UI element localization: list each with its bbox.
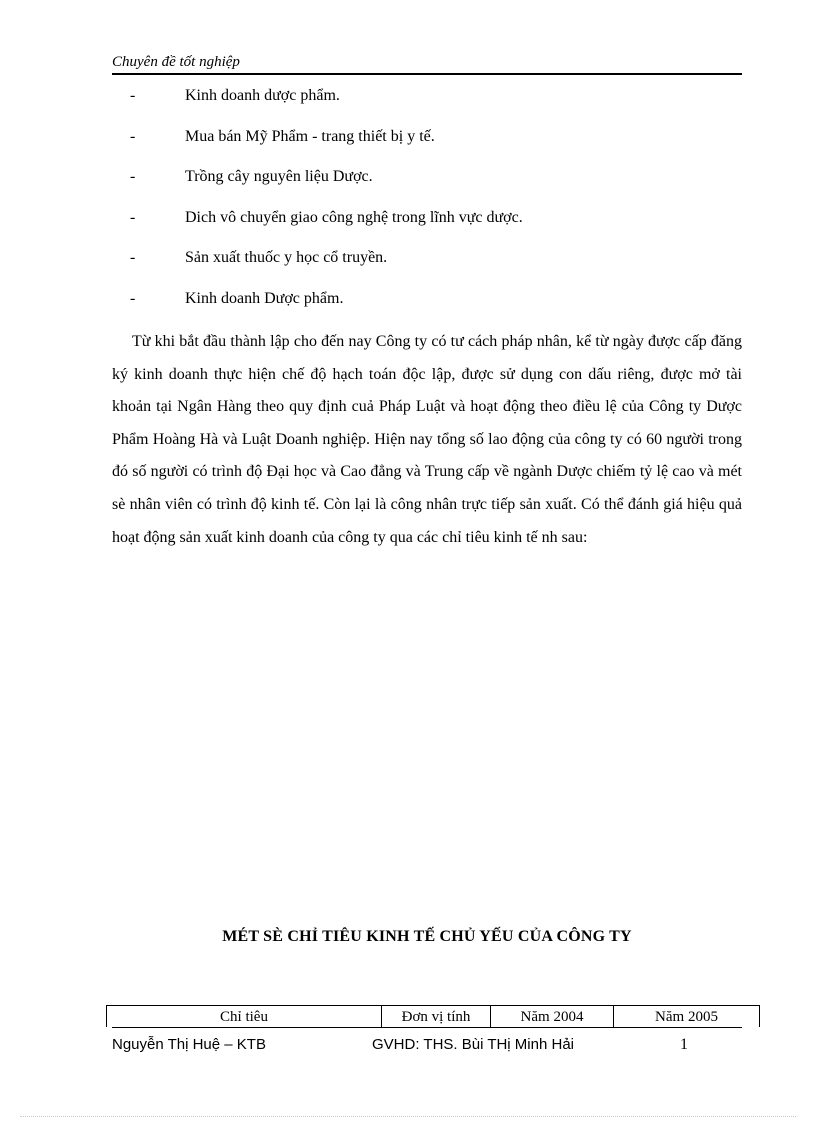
bullet-dash: - [130, 87, 136, 104]
list-item [112, 125, 742, 166]
list-item [112, 84, 742, 125]
bullet-dash: - [130, 208, 136, 226]
section-title: MÉT SÈ CHỈ TIÊU KINH TẾ CHỦ YẾU CỦA CÔNG TY [222, 928, 632, 945]
bullet-dash: - [130, 127, 136, 145]
list-item-text: Mua bán Mỹ Phẩm - trang thiết bị y tế. [185, 127, 435, 145]
business-activities-list [112, 84, 742, 327]
column-header-indicator: Chỉ tiêu [107, 1006, 382, 1027]
list-item [112, 287, 742, 328]
bullet-dash: - [130, 168, 136, 185]
bullet-dash: - [130, 289, 136, 307]
company-overview-paragraph: Từ khi bắt đầu thành lập cho đến nay Công ty có tư cách pháp nhân, kể từ ngày được cấp đăng ký kinh doanh thực hiện chế độ hạch toán độc lập, được sử dụng con dấu riêng, được mở tài khoản tại Ngân Hàng theo quy định cuả Pháp Luật và hoạt động theo điều lệ của Công ty Dược Phẩm Hoàng Hà và Luật Doanh nghiệp. Hiện nay tổng số lao động của công ty có 60 người trong đó số người có trình độ Đại học và Cao đẳng và Trung cấp về ngành Dược chiếm tỷ lệ cao và mét sè nhân viên có trình độ kinh tế. Còn lại là công nhân trực tiếp sản xuất. Có thể đánh giá hiệu quả hoạt động sản xuất kinh doanh của công ty qua các chỉ tiêu kinh tế nh sau: [112, 333, 742, 546]
page-boundary-line [20, 1116, 796, 1117]
list-item-text: Kinh doanh Dược phẩm. [185, 289, 344, 307]
list-item [112, 165, 742, 206]
column-header-unit: Đơn vị tính [382, 1006, 491, 1027]
footer-supervisor: GVHD: THS. Bùi THị Minh Hải [372, 1036, 574, 1053]
list-item [112, 206, 742, 247]
column-header-year-2004: Năm 2004 [491, 1006, 614, 1027]
page-number: 1 [680, 1036, 688, 1053]
header-divider [112, 73, 742, 75]
bullet-dash: - [130, 249, 136, 266]
indicators-table-header [106, 1005, 760, 1027]
list-item-text: Sản xuất thuốc y học cổ truyền. [185, 249, 388, 266]
column-header-year-2005: Năm 2005 [655, 1009, 718, 1025]
list-item-text: Dich vô chuyển giao công nghệ trong lĩnh vực dược. [185, 208, 523, 226]
footer-author: Nguyễn Thị Huệ – KTB [112, 1036, 266, 1053]
footer-divider [112, 1027, 742, 1028]
page-header: Chuyên đề tốt nghiệp [112, 54, 240, 70]
list-item [112, 246, 742, 287]
list-item-text: Trồng cây nguyên liệu Dược. [185, 168, 373, 185]
list-item-text: Kinh doanh dược phẩm. [185, 87, 340, 104]
